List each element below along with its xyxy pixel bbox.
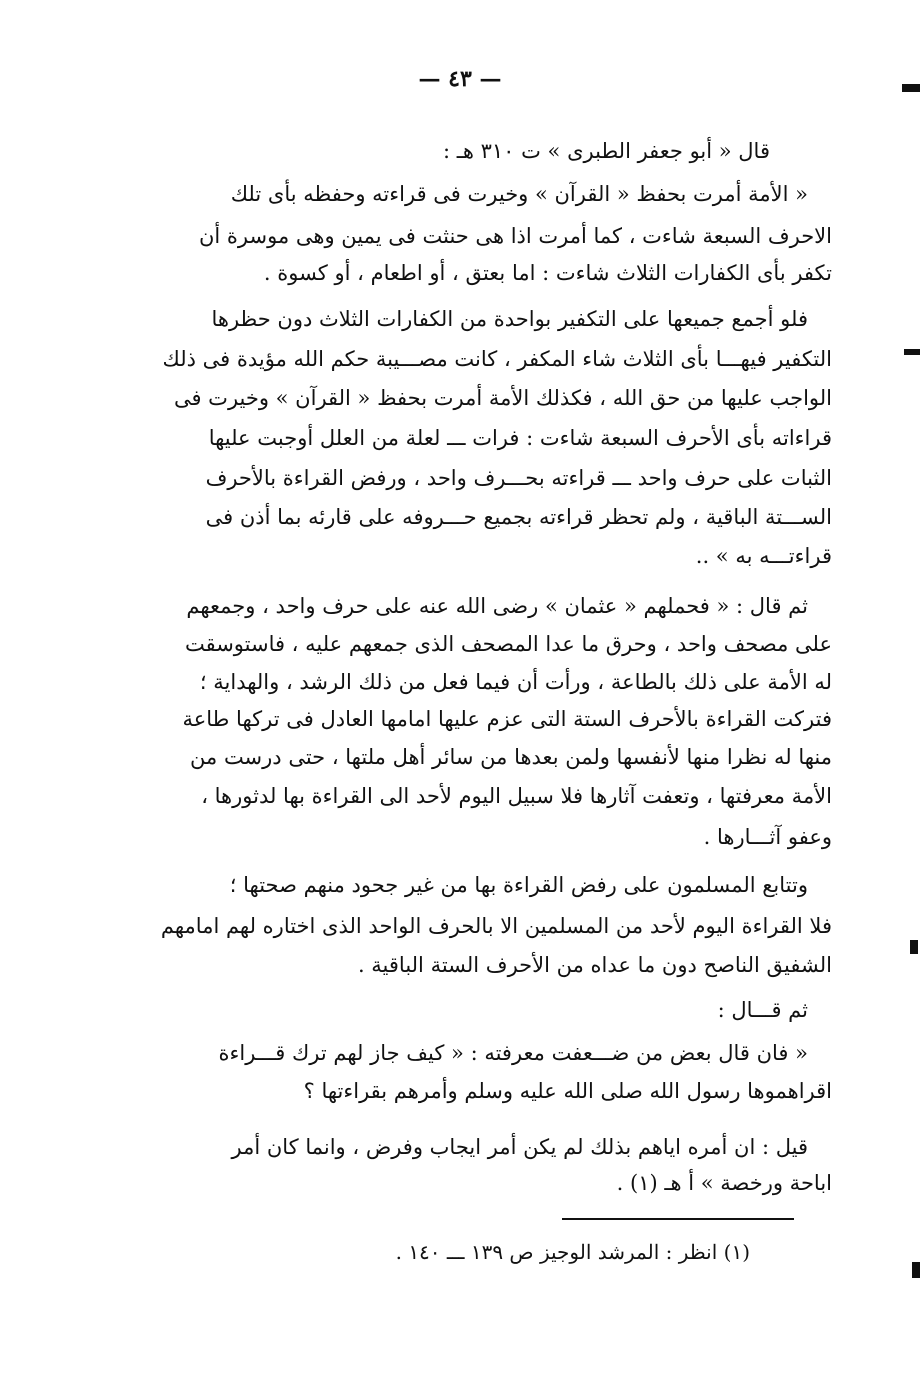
scan-edge-mark bbox=[904, 349, 920, 355]
scan-edge-mark bbox=[912, 1262, 920, 1278]
text-line: على مصحف واحد ، وحرق ما عدا المصحف الذى جمعهم عليه ، فاستوسقت bbox=[184, 632, 832, 656]
text-line: ثم قـــال : bbox=[717, 998, 808, 1022]
text-line: قراءتـــه به » .. bbox=[695, 544, 832, 568]
scan-edge-mark bbox=[910, 940, 918, 954]
text-line: « فان قال بعض من ضـــعفت معرفته : « كيف جاز لهم ترك قـــراءة bbox=[218, 1041, 808, 1065]
text-line: قراءاته بأى الأحرف السبعة شاءت : فرات ـــ لعلة من العلل أوجبت عليها bbox=[208, 426, 832, 450]
text-line: تكفر بأى الكفارات الثلاث شاءت : اما بعتق ، أو اطعام ، أو كسوة . bbox=[263, 261, 832, 285]
text-line: فلا القراءة اليوم لأحد من المسلمين الا بالحرف الواحد الذى اختاره لهم امامهم bbox=[160, 914, 832, 938]
text-line: وعفو آثـــارها . bbox=[703, 825, 832, 849]
scan-edge-mark bbox=[902, 84, 920, 92]
text-line: الاحرف السبعة شاءت ، كما أمرت اذا هى حنثت فى يمين وهى موسرة أن bbox=[199, 224, 832, 248]
text-line: منها له نظرا منها لأنفسها ولمن بعدها من سائر أهل ملتها ، حتى درست من bbox=[190, 745, 832, 769]
page-number: — ٤٣ — bbox=[418, 66, 502, 92]
text-line: فلو أجمع جميعها على التكفير بواحدة من الكفارات الثلاث دون حظرها bbox=[211, 307, 808, 331]
text-line: « الأمة أمرت بحفظ « القرآن » وخيرت فى قراءته وحفظه بأى تلك bbox=[230, 182, 808, 206]
text-line: الأمة معرفتها ، وتعفت آثارها فلا سبيل اليوم لأحد الى القراءة بها لدثورها ، bbox=[201, 784, 832, 808]
text-line: قيل : ان أمره اياهم بذلك لم يكن أمر ايجاب وفرض ، وانما كان أمر bbox=[231, 1135, 808, 1159]
text-line: الشفيق الناصح دون ما عداه من الأحرف الستة الباقية . bbox=[357, 953, 832, 977]
text-line: اباحة ورخصة » أ هـ (١) . bbox=[616, 1171, 832, 1195]
footnote-divider bbox=[562, 1218, 794, 1220]
text-line: قال « أبو جعفر الطبرى » ت ٣١٠ هـ : bbox=[442, 139, 770, 163]
text-line: التكفير فيهـــا بأى الثلاث شاء المكفر ، كانت مصـــيبة حكم الله مؤيدة فى ذلك bbox=[162, 347, 832, 371]
text-line: اقراهموها رسول الله صلى الله عليه وسلم وأمرهم بقراءتها ؟ bbox=[303, 1079, 832, 1103]
footnote: (١) انظر : المرشد الوجيز ص ١٣٩ ـــ ١٤٠ . bbox=[395, 1240, 750, 1264]
text-line: الواجب عليها من حق الله ، فكذلك الأمة أمرت بحفظ « القرآن » وخيرت فى bbox=[173, 386, 832, 410]
text-line: الســـتة الباقية ، ولم تحظر قراءته بجميع حـــروفه على قارئه بما أذن فى bbox=[205, 505, 832, 529]
text-line: فتركت القراءة بالأحرف الستة التى عزم عليها امامها العادل فى تركها طاعة bbox=[182, 707, 832, 731]
text-line: الثبات على حرف واحد ـــ قراءته بحـــرف واحد ، ورفض القراءة بالأحرف bbox=[205, 466, 832, 490]
text-line: وتتابع المسلمون على رفض القراءة بها من غير جحود منهم صحتها ؛ bbox=[229, 873, 808, 897]
text-line: ثم قال : « فحملهم « عثمان » رضى الله عنه على حرف واحد ، وجمعهم bbox=[186, 594, 808, 618]
text-line: له الأمة على ذلك بالطاعة ، ورأت أن فيما فعل من ذلك الرشد ، والهداية ؛ bbox=[199, 670, 832, 694]
